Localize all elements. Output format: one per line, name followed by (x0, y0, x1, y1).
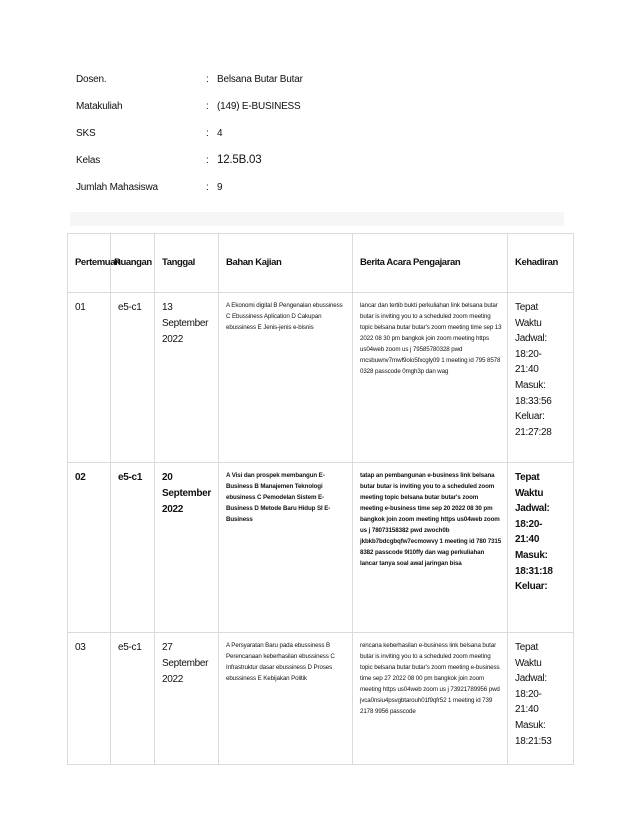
kehadiran-line: Tepat (515, 642, 538, 653)
cell-kehadiran (508, 463, 574, 633)
course-info (76, 74, 576, 209)
cell-ruangan: e5-c1 (111, 633, 155, 765)
cell-kehadiran (508, 633, 574, 765)
info-value: 12.5B.03 (217, 154, 262, 166)
cell-ruangan: e5-c1 (111, 463, 155, 633)
info-value: 4 (217, 128, 223, 139)
info-value: Belsana Butar Butar (217, 74, 303, 85)
kehadiran-line: Waktu (515, 317, 542, 329)
header-ruangan: Ruangan (111, 234, 155, 293)
kehadiran-line: 18:21:53 (515, 735, 552, 747)
info-label: Kelas (76, 155, 101, 166)
info-row-sks (76, 128, 576, 155)
cell-bahan-kajian: A Visi dan prospek membangun E-Business B Manajemen Teknologi ebusiness C Pemodelan Sistem E-Business D Metode Baru Hidup SI E- Business (219, 463, 353, 633)
info-row-matakuliah (76, 101, 576, 128)
kehadiran-line: Keluar: (515, 581, 548, 593)
header-kehadiran: Kehadiran (508, 234, 574, 293)
cell-bahan-kajian: A Ekonomi digital B Pengenalan ebussiness C Ebussiness Aplication D Cakupan ebussiness E Jenis-jenis e-bisnis (219, 293, 353, 463)
info-separator: : (206, 182, 209, 193)
info-label: Dosen. (76, 74, 107, 85)
kehadiran-line: 18:20- (515, 518, 543, 530)
kehadiran-line: 18:20- (515, 348, 542, 360)
table-header-row (68, 234, 574, 293)
kehadiran-line: 18:31:18 (515, 565, 553, 577)
header-bahan-kajian: Bahan Kajian (219, 234, 353, 293)
meetings-table (67, 233, 574, 765)
table-row (68, 463, 574, 633)
cell-bahan-kajian: A Persyaratan Baru pada ebussiness B Perencanaan keberhasilan ebussiness C Infrastruktur dasar ebussiness D Proses ebussiness E Kebijakan Politik (219, 633, 353, 765)
info-value: 9 (217, 182, 223, 193)
info-separator: : (206, 74, 209, 85)
info-label: Matakuliah (76, 101, 123, 112)
kehadiran-line: Waktu (515, 657, 542, 669)
info-separator: : (206, 101, 209, 112)
cell-berita-acara: tatap an pembangunan e-business link belsana butar butar is inviting you to a scheduled zoom meeting topic belsana butar butar's zoom meeting e-business time sep 20 2022 08 30 pm bangkok join zoom meeting https us04web zoom us j 78073158382 pwd zwoch0b jkbkb7bdcgbqfw7ecmowvy 1 meeting id 780 7315 8382 passcode 9l10ffy dan wag perkuliahan lancar tanya soal awal jaringan bisa (353, 463, 508, 633)
kehadiran-line: Masuk: (515, 379, 546, 391)
cell-pertemuan: 02 (68, 463, 111, 633)
kehadiran-line: Keluar: (515, 411, 545, 423)
kehadiran-line: 18:20- (515, 688, 542, 700)
kehadiran-line: 21:40 (515, 704, 539, 716)
cell-pertemuan: 01 (68, 293, 111, 463)
info-separator: : (206, 128, 209, 139)
kehadiran-line: Jadwal: (515, 673, 547, 685)
cell-pertemuan: 03 (68, 633, 111, 765)
kehadiran-line: Tepat (515, 302, 538, 313)
info-row-jumlah-mahasiswa (76, 182, 576, 209)
header-pertemuan: Pertemuan (68, 234, 111, 293)
kehadiran-line: Tepat (515, 472, 540, 483)
kehadiran-line: 21:40 (515, 534, 540, 546)
kehadiran-line: Waktu (515, 487, 544, 499)
info-row-dosen (76, 74, 576, 101)
cell-tanggal: 27 September 2022 (155, 633, 219, 765)
kehadiran-line: Jadwal: (515, 333, 547, 345)
table-row (68, 633, 574, 765)
kehadiran-line: 21:27:28 (515, 426, 552, 438)
kehadiran-line: Masuk: (515, 719, 546, 731)
cell-kehadiran (508, 293, 574, 463)
table-row (68, 293, 574, 463)
cell-berita-acara: lancar dan tertib bukti perkuliahan link belsana butar butar is inviting you to a scheduled zoom meeting topic belsana butar butar's zoom meeting time sep 13 2022 08 30 pm bangkok join zoom meeting https us04web zoom us j 79585780328 pwd rncsbuwnv7mwf9olo5fxcgly09 1 meeting id 795 8578 0328 passcode 0mgh3p dan wag (353, 293, 508, 463)
cell-ruangan: e5-c1 (111, 293, 155, 463)
info-value: (149) E-BUSINESS (217, 101, 301, 112)
section-divider (70, 212, 564, 226)
info-row-kelas (76, 155, 576, 182)
kehadiran-line: 21:40 (515, 364, 539, 376)
info-separator: : (206, 155, 209, 166)
cell-tanggal: 20 September 2022 (155, 463, 219, 633)
kehadiran-line: 18:33:56 (515, 395, 552, 407)
info-label: Jumlah Mahasiswa (76, 182, 158, 193)
kehadiran-line: Jadwal: (515, 503, 550, 515)
cell-tanggal: 13 September 2022 (155, 293, 219, 463)
info-label: SKS (76, 128, 96, 139)
header-tanggal: Tanggal (155, 234, 219, 293)
kehadiran-line: Masuk: (515, 549, 548, 561)
cell-berita-acara: rencana keberhasilan e-business link belsana butar butar is inviting you to a scheduled zoom meeting topic belsana butar butar's zoom meeting e-business time sep 27 2022 08 00 pm bangkok join zoom meeting https us04web zoom us j 73921789956 pwd jvca0nsiu4psvgbtarouh01f9qfr52 1 meeting id 739 2178 9956 passcode (353, 633, 508, 765)
header-berita-acara: Berita Acara Pengajaran (353, 234, 508, 293)
